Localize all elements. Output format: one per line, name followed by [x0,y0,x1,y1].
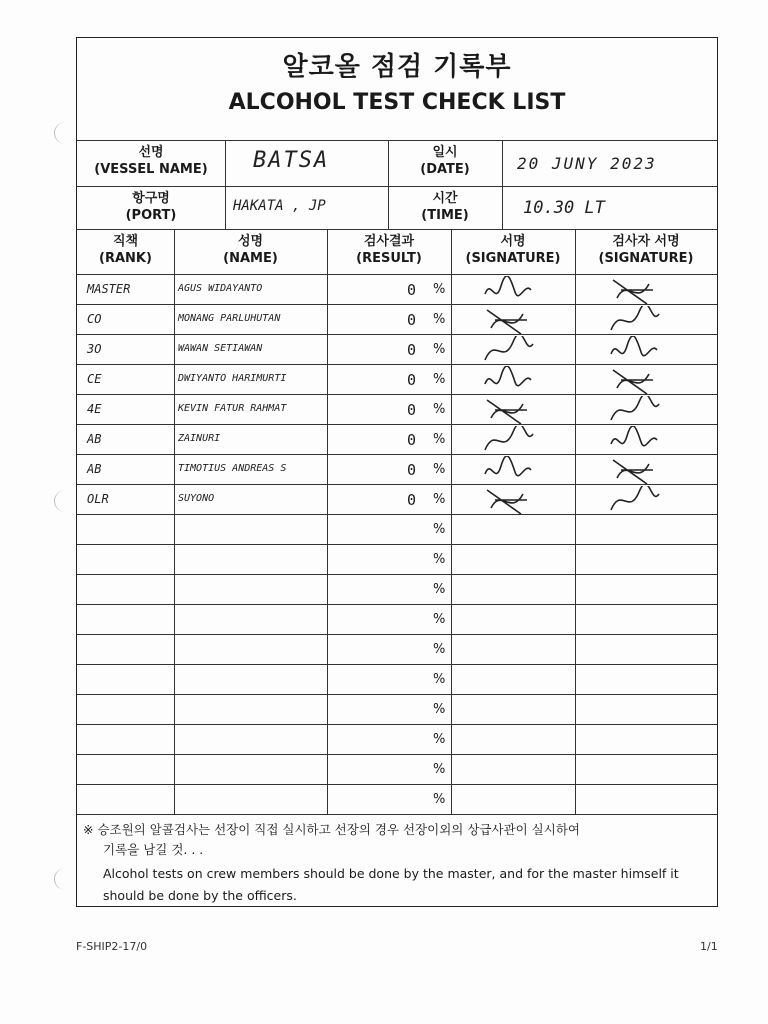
note-korean-line2: 기록을 남길 것. . . [103,842,204,857]
result-value: 0 [407,281,417,299]
rank-cell: CO [87,312,102,326]
table-row-divider [77,754,717,755]
name-cell: ZAINURI [178,433,221,444]
result-value: 0 [407,371,417,389]
result-value: 0 [407,311,417,329]
title-english: ALCOHOL TEST CHECK LIST [228,90,566,115]
name-cell: KEVIN FATUR RAHMAT [178,403,287,414]
percent-sign: % [433,672,446,687]
crew-signature [481,276,551,308]
rank-cell: CE [87,372,102,386]
percent-sign: % [433,612,446,627]
inspector-signature [607,366,677,398]
percent-sign: % [433,792,446,807]
crew-signature [481,306,551,338]
column-divider [327,229,328,814]
crew-signature [481,456,551,488]
percent-sign: % [433,462,446,477]
table-row-divider [77,694,717,695]
date-value: 20 JUNY 2023 [517,154,657,173]
rank-cell: OLR [87,492,109,506]
percent-sign: % [433,342,446,357]
percent-sign: % [433,552,446,567]
percent-sign: % [433,732,446,747]
percent-sign: % [433,582,446,597]
table-row-divider [77,544,717,545]
checklist-form [76,37,718,907]
inspector-signature [607,306,677,338]
name-column-header: 성명 (NAME) [223,234,278,266]
name-cell: WAWAN SETIAWAN [178,343,263,354]
percent-sign: % [433,492,446,507]
column-divider [174,229,175,814]
percent-sign: % [433,432,446,447]
table-row-divider [77,634,717,635]
crew-signature [481,426,551,458]
rank-cell: AB [87,432,102,446]
signature-column-header: 서명 (SIGNATURE) [465,234,561,266]
percent-sign: % [433,402,446,417]
form-code: F-SHIP2-17/0 [76,940,148,953]
time-label: 시간 (TIME) [421,191,469,223]
date-label: 일시 (DATE) [420,145,470,177]
percent-sign: % [433,372,446,387]
page-number: 1/1 [700,940,718,953]
inspector-signature [607,336,677,368]
percent-sign: % [433,282,446,297]
result-column-header: 검사결과 (RESULT) [356,234,422,266]
rank-cell: 3O [87,342,102,356]
result-value: 0 [407,341,417,359]
table-row-divider [77,664,717,665]
column-divider [451,229,452,814]
name-cell: DWIYANTO HARIMURTI [178,373,287,384]
inspector-signature [607,276,677,308]
inspector-signature [607,486,677,518]
rank-cell: AB [87,462,102,476]
crew-signature [481,486,551,518]
note-english-line1: Alcohol tests on crew members should be done by the master, and for the master himself it [103,866,679,881]
note-english-line2: should be done by the officers. [103,888,297,903]
percent-sign: % [433,312,446,327]
port-value: HAKATA , JP [233,198,326,214]
note-korean-line1: ※ 승조원의 알콜검사는 선장이 직접 실시하고 선장의 경우 선장이외의 상급사관이 실시하여 [83,822,580,837]
title-korean: 알코올 점검 기록부 [282,52,512,82]
table-row-divider [77,724,717,725]
punch-hole [54,868,77,890]
result-value: 0 [407,431,417,449]
vessel-name-label: 선명 (VESSEL NAME) [94,145,208,177]
vessel-name-value: BATSA [253,148,330,173]
crew-signature [481,336,551,368]
port-label: 항구명 (PORT) [125,191,177,223]
time-value: 10.30 LT [523,198,605,218]
name-cell: AGUS WIDAYANTO [178,283,263,294]
percent-sign: % [433,702,446,717]
rank-column-header: 직책 (RANK) [99,234,152,266]
rank-cell: MASTER [87,282,131,296]
result-value: 0 [407,491,417,509]
name-cell: MONANG PARLUHUTAN [178,313,281,324]
crew-signature [481,396,551,428]
punch-hole [54,490,77,512]
percent-sign: % [433,762,446,777]
inspector-signature-column-header: 검사자 서명 (SIGNATURE) [598,234,694,266]
inspector-signature [607,456,677,488]
table-row-divider [77,604,717,605]
column-divider [575,229,576,814]
result-value: 0 [407,401,417,419]
percent-sign: % [433,642,446,657]
rank-cell: 4E [87,402,102,416]
name-cell: TIMOTIUS ANDREAS S [178,463,287,474]
percent-sign: % [433,522,446,537]
result-value: 0 [407,461,417,479]
inspector-signature [607,426,677,458]
table-row-divider [77,814,717,815]
inspector-signature [607,396,677,428]
table-row-divider [77,574,717,575]
name-cell: SUYONO [178,493,215,504]
table-row-divider [77,784,717,785]
crew-signature [481,366,551,398]
punch-hole [54,122,77,144]
